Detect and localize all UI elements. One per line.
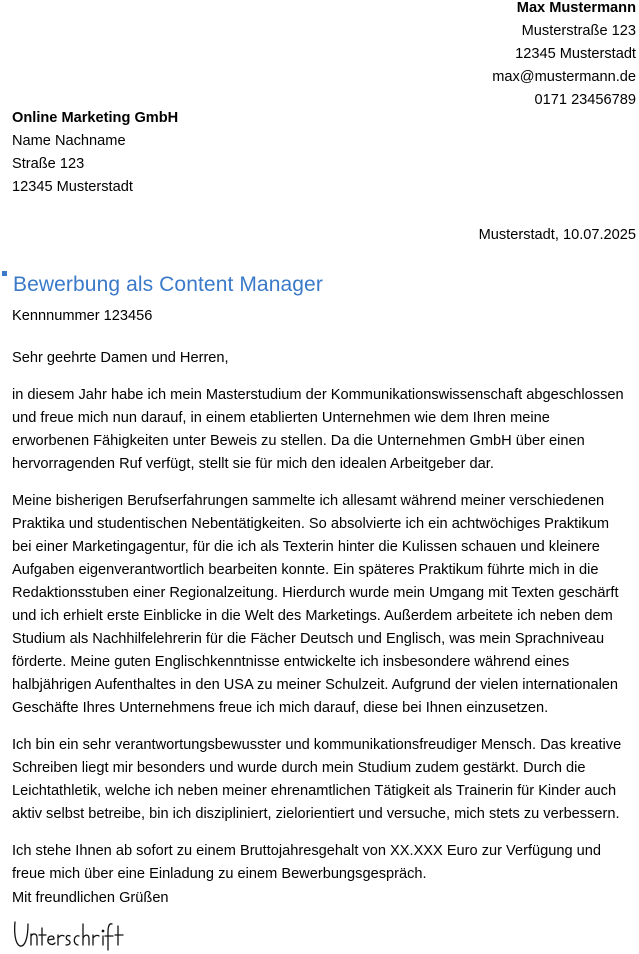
letter-body bbox=[12, 347, 632, 900]
recipient-city: 12345 Musterstadt bbox=[12, 179, 133, 195]
sender-address-block bbox=[492, 0, 636, 112]
paragraph-line: und ich erhielt erste Einblicke in die Welt des Marketings. Außerdem arbeitete ich neben dem bbox=[12, 608, 613, 624]
paragraph-line: erworbenen Fähigkeiten unter Beweis zu stellen. Da die Unternehmen GmbH über einen bbox=[12, 433, 585, 449]
paragraph-1 bbox=[12, 384, 632, 476]
paragraph-4 bbox=[12, 840, 632, 886]
paragraph-line: Praktika und studentischen Nebentätigkeiten. So absolvierte ich ein achtwöchiges Praktikum bbox=[12, 516, 610, 532]
sender-name: Max Mustermann bbox=[516, 0, 636, 16]
paragraph-line: förderte. Meine guten Englischkenntnisse entwickelte ich insbesondere während eines bbox=[12, 654, 570, 670]
reference-number: Kennnummer 123456 bbox=[12, 308, 153, 324]
paragraph-line: Ich bin ein sehr verantwortungsbewusster und kommunikationsfreudiger Mensch. Das kreative bbox=[12, 737, 622, 753]
paragraph-3 bbox=[12, 734, 632, 826]
paragraph-line: halbjährigen Aufenthaltes in den USA zu meiner Schulzeit. Aufgrund der vielen internationalen bbox=[12, 677, 619, 693]
handwritten-signature bbox=[12, 914, 132, 954]
paragraph-line: in diesem Jahr habe ich mein Masterstudium der Kommunikationswissenschaft abgeschlossen bbox=[12, 387, 624, 403]
sender-phone: 0171 23456789 bbox=[534, 92, 636, 108]
paragraph-line: freue mich über eine Einladung zu einem Bewerbungsgespräch. bbox=[12, 866, 427, 882]
paragraph-line: Meine bisherigen Berufserfahrungen sammelte ich allesamt während meiner verschiedenen bbox=[12, 493, 605, 509]
paragraph-line: und freue mich nun darauf, in einem etablierten Unternehmen wie dem Ihren meine bbox=[12, 410, 550, 426]
paragraph-2 bbox=[12, 490, 632, 720]
paragraph-line: Ich stehe Ihnen ab sofort zu einem Bruttojahresgehalt von XX.XXX Euro zur Verfügung und bbox=[12, 843, 601, 859]
paragraph-line: Schreiben liegt mir besonders und wurde durch mein Studium zudem gestärkt. Durch die bbox=[12, 760, 586, 776]
sender-city: 12345 Musterstadt bbox=[515, 46, 636, 62]
sender-email: max@mustermann.de bbox=[492, 69, 636, 85]
letter-date: Musterstadt, 10.07.2025 bbox=[478, 227, 636, 243]
paragraph-line: Studium als Nachhilfelehrerin für die Fächer Deutsch und Englisch, was mein Sprachniveau bbox=[12, 631, 605, 647]
letter-subject: Bewerbung als Content Manager bbox=[13, 273, 323, 296]
closing-phrase: Mit freundlichen Grüßen bbox=[12, 890, 169, 906]
paragraph-line: Leichtathletik, welche ich neben meiner ehrenamtlichen Tätigkeit als Trainerin für Kinder auch bbox=[12, 783, 617, 799]
recipient-address-block bbox=[12, 107, 178, 199]
paragraph-line: bei einer Marketingagentur, für die ich als Texterin hinter die Kulissen schauen und kleinere bbox=[12, 539, 600, 555]
sender-street: Musterstraße 123 bbox=[521, 23, 636, 39]
paragraph-line: hervorragenden Ruf verfügt, stellt sie für mich den idealen Arbeitgeber dar. bbox=[12, 456, 494, 472]
paragraph-line: Aufgaben eigenverantwortlich bearbeiten konnte. Ein späteres Praktikum führte mich in die bbox=[12, 562, 599, 578]
paragraph-line: aktiv selbst betreibe, bin ich diszipliniert, zielorientiert und versuche, mich stets zu verbessern. bbox=[12, 806, 620, 822]
paragraph-line: Redaktionsstuben einer Regionalzeitung. Hierdurch wurde mein Umgang mit Texten geschärft bbox=[12, 585, 619, 601]
recipient-street: Straße 123 bbox=[12, 156, 85, 172]
recipient-company: Online Marketing GmbH bbox=[12, 110, 179, 126]
salutation: Sehr geehrte Damen und Herren, bbox=[12, 350, 229, 366]
subject-marker-icon bbox=[2, 271, 7, 276]
paragraph-line: Geschäfte Ihres Unternehmens freue ich mich darauf, diese bei Ihnen einzusetzen. bbox=[12, 700, 549, 716]
recipient-contact: Name Nachname bbox=[12, 133, 126, 149]
